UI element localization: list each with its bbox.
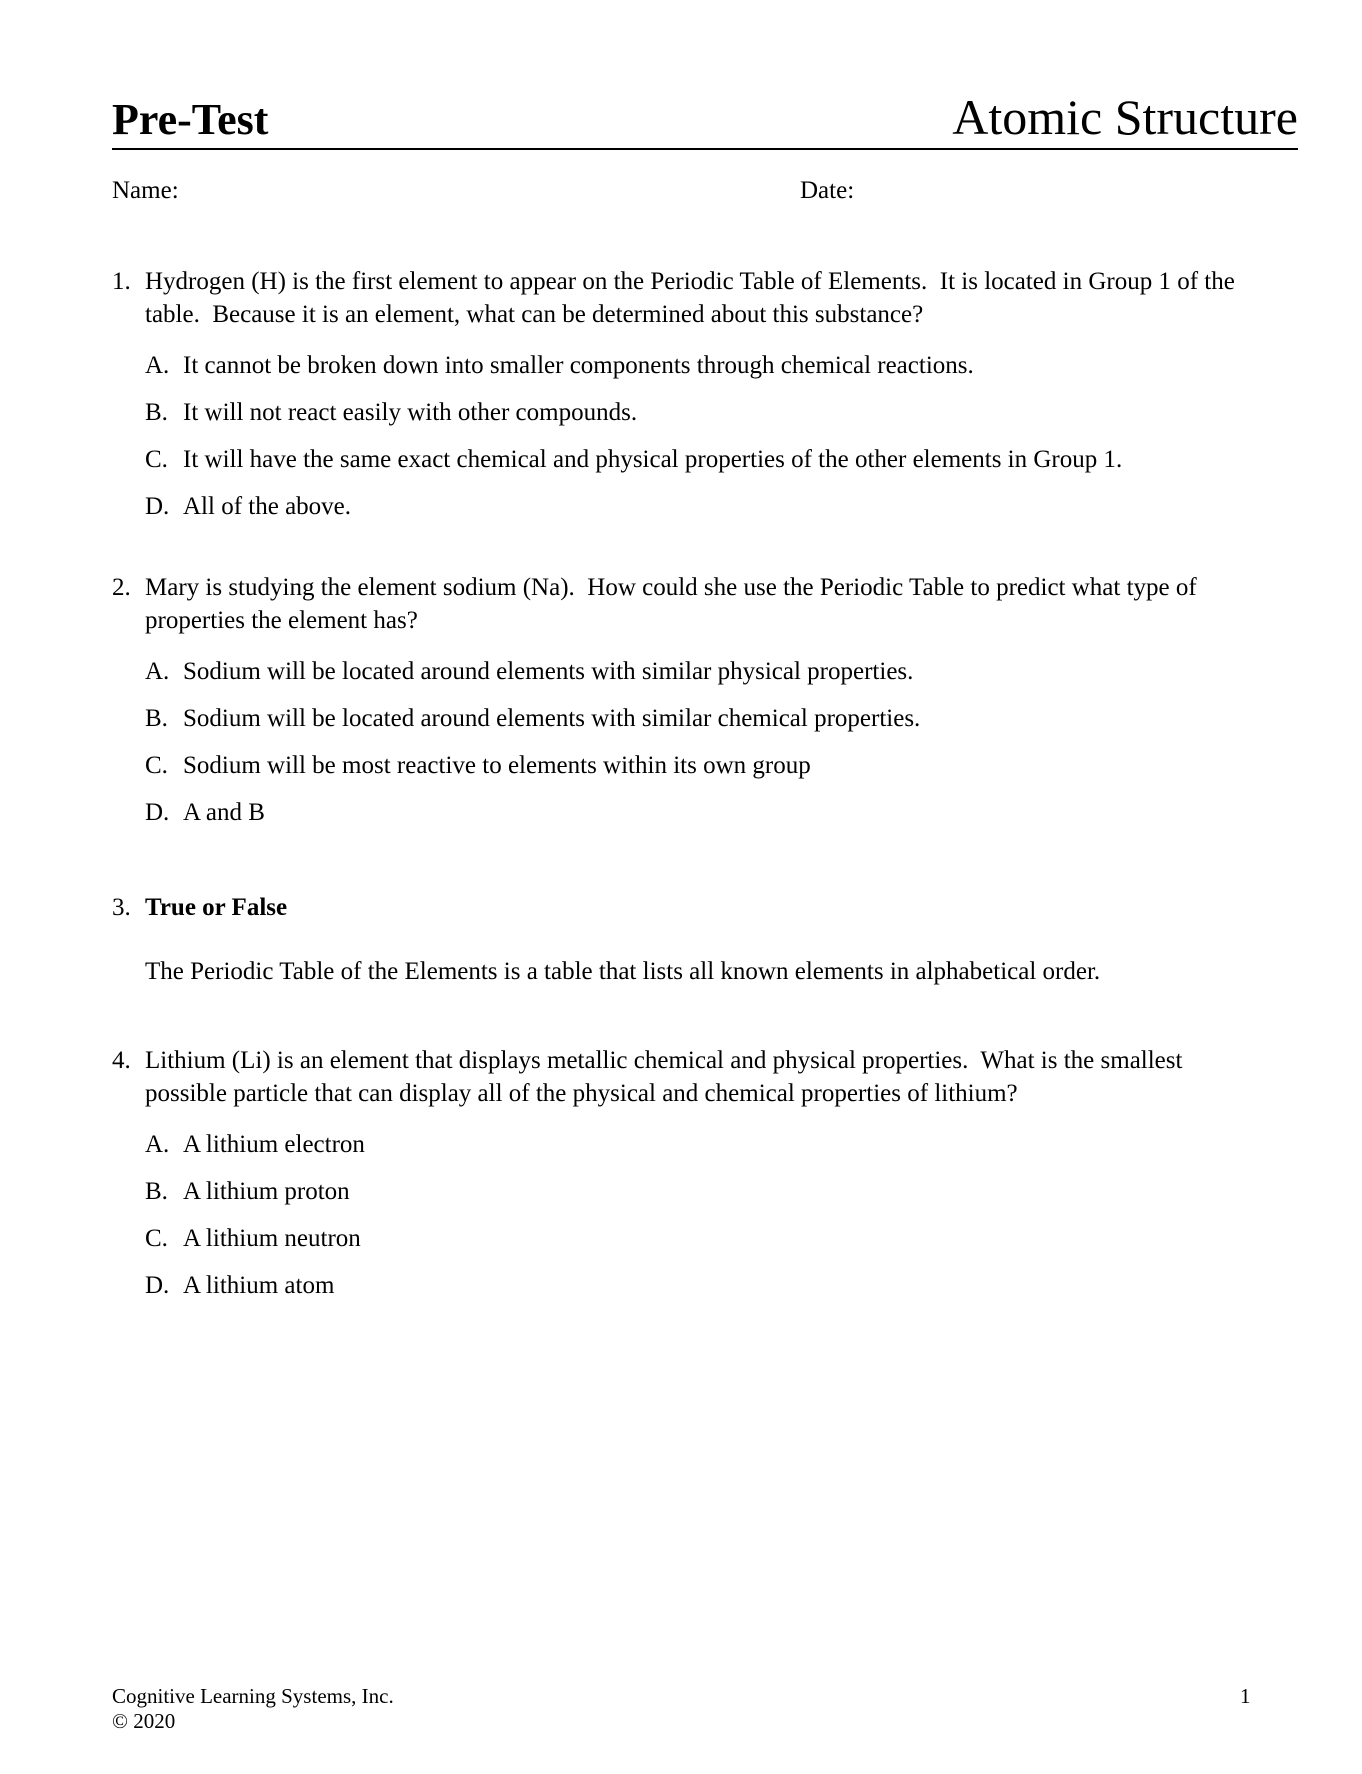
option-letter: B.	[145, 705, 168, 732]
option-text: A lithium neutron	[183, 1225, 361, 1252]
question-number: 1.	[112, 268, 131, 295]
option-item	[145, 349, 1250, 382]
option-item	[145, 796, 1250, 829]
question-body	[145, 891, 1100, 988]
question-body	[145, 1044, 1250, 1302]
question-heading: True or False	[145, 894, 288, 921]
option-item	[145, 1222, 1250, 1255]
name-date-row	[112, 174, 1298, 207]
name-label: Name:	[112, 177, 179, 204]
option-letter: A.	[145, 658, 170, 685]
option-item	[145, 702, 1250, 735]
question-number: 2.	[112, 574, 131, 601]
option-item	[145, 443, 1250, 476]
option-item	[145, 490, 1250, 523]
option-text: It cannot be broken down into smaller components through chemical reactions.	[183, 352, 974, 379]
date-label: Date:	[800, 177, 855, 204]
option-text: A lithium proton	[183, 1178, 350, 1205]
document-header	[112, 89, 1298, 150]
option-letter: B.	[145, 1178, 168, 1205]
option-letter: B.	[145, 399, 168, 426]
question-text: Lithium (Li) is an element that displays metallic chemical and physical properties. What is the smallest possible particle that can display all of the physical and chemical properties of lithium?	[145, 1047, 1189, 1107]
option-letter: D.	[145, 1272, 170, 1299]
option-letter: D.	[145, 799, 170, 826]
option-text: It will not react easily with other compounds.	[183, 399, 638, 426]
footer-copyright: © 2020	[112, 1709, 176, 1733]
option-item	[145, 1128, 1250, 1161]
option-letter: C.	[145, 1225, 168, 1252]
question-statement: The Periodic Table of the Elements is a table that lists all known elements in alphabetical order.	[145, 958, 1101, 985]
question-item	[112, 891, 1298, 988]
question-body	[145, 571, 1250, 829]
question-body	[145, 265, 1250, 523]
question-number: 3.	[112, 894, 131, 921]
option-text: A and B	[183, 799, 265, 826]
option-text: Sodium will be located around elements with similar chemical properties.	[183, 705, 921, 732]
option-text: A lithium electron	[183, 1131, 365, 1158]
options-list	[145, 1128, 1250, 1302]
question-item	[112, 265, 1298, 523]
page-number: 1	[1240, 1684, 1251, 1708]
footer-company: Cognitive Learning Systems, Inc.	[112, 1684, 394, 1708]
option-item	[145, 1269, 1250, 1302]
page-title: Atomic Structure	[952, 89, 1298, 145]
question-item	[112, 571, 1298, 829]
question-text: Mary is studying the element sodium (Na). How could she use the Periodic Table to predict what type of properties the element has?	[145, 574, 1203, 634]
option-letter: A.	[145, 352, 170, 379]
option-text: It will have the same exact chemical and physical properties of the other elements in Group 1.	[183, 446, 1123, 473]
option-letter: A.	[145, 1131, 170, 1158]
option-text: A lithium atom	[183, 1272, 335, 1299]
option-item	[145, 1175, 1250, 1208]
option-item	[145, 655, 1250, 688]
option-letter: D.	[145, 493, 170, 520]
options-list	[145, 349, 1250, 523]
option-item	[145, 749, 1250, 782]
question-list	[112, 265, 1298, 1302]
doc-type-heading: Pre-Test	[112, 95, 269, 144]
options-list	[145, 655, 1250, 829]
option-text: Sodium will be located around elements with similar physical properties.	[183, 658, 914, 685]
option-letter: C.	[145, 752, 168, 779]
option-item	[145, 396, 1250, 429]
question-item	[112, 1044, 1298, 1302]
question-number: 4.	[112, 1047, 131, 1074]
option-text: All of the above.	[183, 493, 352, 520]
option-text: Sodium will be most reactive to elements within its own group	[183, 752, 811, 779]
option-letter: C.	[145, 446, 168, 473]
footer	[112, 1684, 394, 1734]
question-text: Hydrogen (H) is the first element to appear on the Periodic Table of Elements. It is located in Group 1 of the table. Because it is an element, what can be determined about this substance?	[145, 268, 1242, 328]
